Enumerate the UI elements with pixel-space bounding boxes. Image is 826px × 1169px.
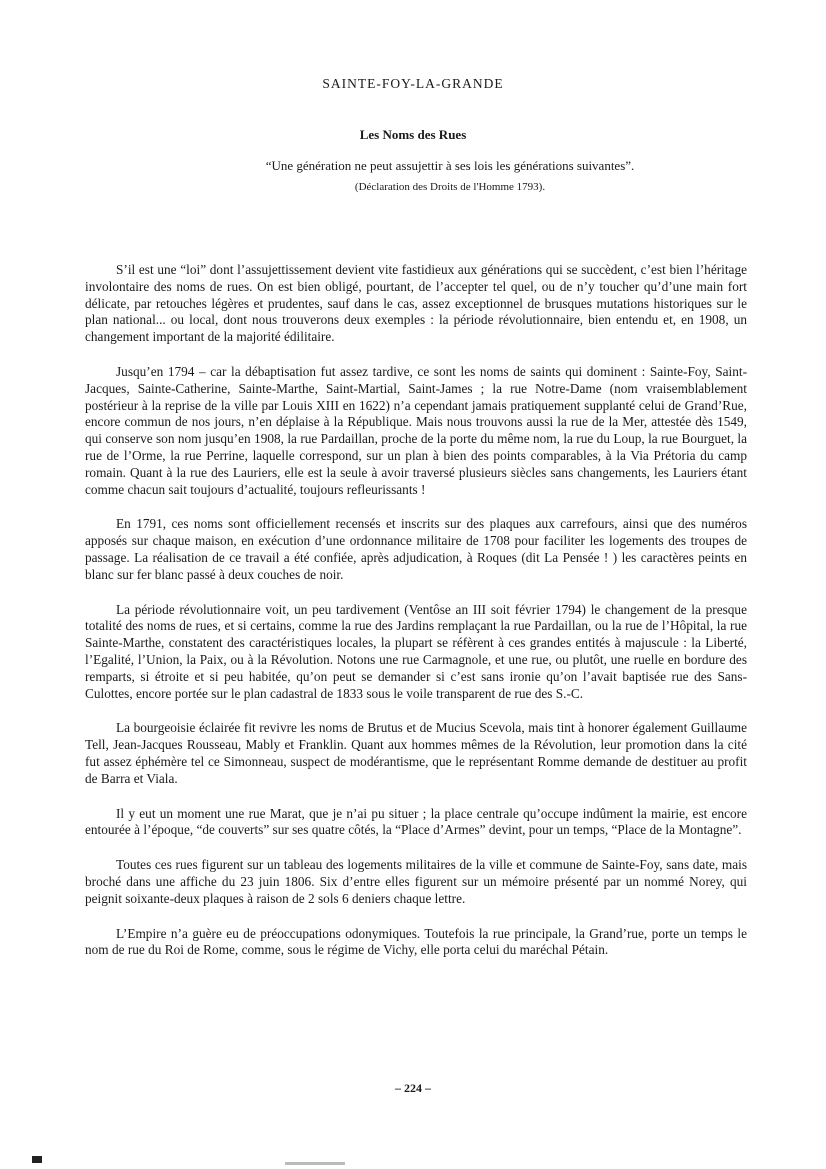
scan-margin-mark [32,1156,42,1163]
scan-artifact [285,1162,345,1165]
epigraph-quote: “Une génération ne peut assujettir à ses lois les générations suivantes”. [265,158,635,173]
paragraph: La bourgeoisie éclairée fit revivre les noms de Brutus et de Mucius Scevola, mais tint à honorer également Guillaume Tell, Jean-Jacques Rousseau, Mably et Franklin. Quant aux hommes mêmes de la Révolution, leur promotion dans la cité fut assez éphémère tel ce Simonneau, suspect de modérantisme, que le représentant Romme demande de destituer au profit de Barra et Viala. [85,720,747,786]
paragraph: Jusqu’en 1794 – car la débaptisation fut assez tardive, ce sont les noms de saints qui dominent : Sainte-Foy, Saint-Jacques, Sainte-Catherine, Sainte-Marthe, Saint-Martial, Saint-James ; la rue Notre-Dame (nom vraisemblablement postérieur à la reprise de la ville par Louis XIII en 1622) n’a cependant jamais pratiquement supplanté celui de Grand’Rue, encore commun de nos jours, n’en déplaise à la République. Mais nous trouvons aussi la rue de la Mer, attestée dès 1549, qui conserve son nom jusqu’en 1908, la rue Pardaillan, proche de la porte du même nom, la rue du Loup, la rue Bourguet, la rue de l’Orme, la rue Perrine, laquelle correspond, sur un plan à bien des points comparables, à la Via Prétoria du camp romain. Quant à la rue des Lauriers, elle est la seule à avoir traversé plusieurs siècles sans changements, les Lauriers étant comme chacun sait toujours d’actualité, toujours refleurissants ! [85,363,747,497]
page-number: – 224 – [395,1081,431,1095]
paragraph: L’Empire n’a guère eu de préoccupations odonymiques. Toutefois la rue principale, la Grand’rue, porte un temps le nom de rue du Roi de Rome, comme, sous le régime de Vichy, elle porta celui du maréchal Pétain. [85,925,747,958]
paragraph: La période révolutionnaire voit, un peu tardivement (Ventôse an III soit février 1794) le changement de la presque totalité des noms de rues, et si certains, comme la rue des Jardins remplaçant la rue Pardaillan, ou la rue de l’Hôpital, la rue Sainte-Marthe, constatent des caractéristiques locales, la plupart se réfèrent à ces grandes entités à majuscule : la Liberté, l’Egalité, l’Union, la Paix, ou à la Révolution. Notons une rue Carmagnole, et une rue, ou plutôt, une ruelle en bordure des remparts, si étroite et si peu habitée, qu’on peut se demander si c’est sans ironie qu’on l’avait baptisée rue des Sans-Culottes, encore portée sur le plan cadastral de 1833 sous le voile transparent de rue des S.-C. [85,601,747,701]
paragraph: S’il est une “loi” dont l’assujettissement devient vite fastidieux aux générations qui se succèdent, c’est bien l’héritage involontaire des noms de rues. On est bien obligé, pourtant, de l’accepter tel quel, ou de n’y toucher qu’d’une main fort délicate, par retouches légères et prudentes, sauf dans le cas, assez exceptionnel de brusques mutations historiques sur le plan national... ou local, dont nous trouverons deux exemples : la période révolutionnaire, bien entendu et, en 1908, un changement important de la majorité édilitaire. [85,262,747,345]
paragraph: Il y eut un moment une rue Marat, que je n’ai pu situer ; la place centrale qu’occupe indûment la mairie, est encore entourée à l’époque, “de couverts” sur ses quatre côtés, la “Place d’Armes” devint, pour un temps, “Place de la Montagne”. [85,805,747,838]
article-body [85,262,747,977]
epigraph-source: (Déclaration des Droits de l'Homme 1793). [354,181,546,193]
section-title: Les Noms des Rues [359,127,467,142]
page-header-title: SAINTE-FOY-LA-GRANDE [322,76,504,91]
paragraph: Toutes ces rues figurent sur un tableau des logements militaires de la ville et commune de Sainte-Foy, sans date, mais broché dans une affiche du 23 juin 1806. Six d’entre elles figurent sur un mémoire présenté par un nommé Norey, qui peignit soixante-deux plaques à raison de 2 sols 6 deniers chaque lettre. [85,857,747,906]
paragraph: En 1791, ces noms sont officiellement recensés et inscrits sur des plaques aux carrefours, ainsi que des numéros apposés sur chaque maison, en exécution d’une ordonnance militaire de 1708 pour faciliter les logements des troupes de passage. La réalisation de ce travail a été confiée, après adjudication, à Roques (dit La Pensée ! ) les caractères peints en blanc sur fer blanc passé à deux couches de noir. [85,516,747,582]
